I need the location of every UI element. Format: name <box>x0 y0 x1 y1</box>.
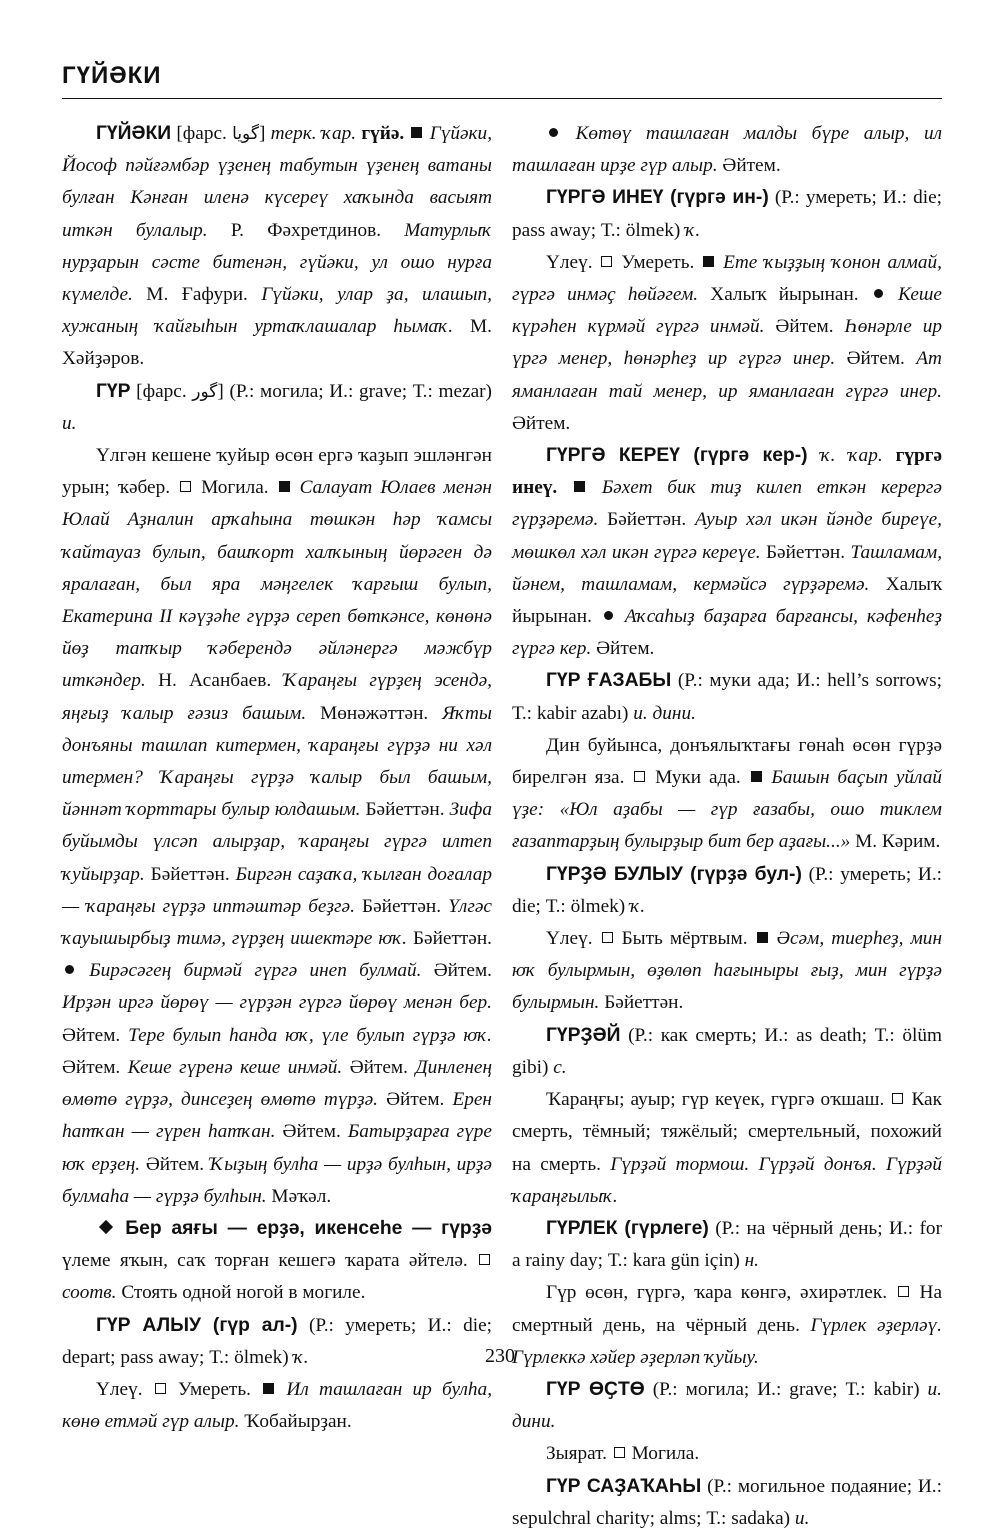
open-square-icon <box>601 256 612 267</box>
entry-gur-gazaby: ГҮР ҒАЗАБЫ (Р.: муки ада; И.: hell’s sorrows; Т.: kabir azabı) и. дини. <box>512 670 942 724</box>
filled-square-icon <box>703 256 714 267</box>
headword: ГҮР ҒАЗАБЫ <box>546 670 672 692</box>
entry-gurlek: ГҮРЛЕК (гүрлеге) (Р.: на чёрный день; И.: for a rainy day; Т.: kara gün için) н. <box>512 1217 942 1272</box>
arabic-etymon: گور <box>192 381 218 402</box>
headword: ГҮЙӘКИ <box>96 123 172 144</box>
definition: Үлеү. Умереть. Ил ташлаған ир булһа, көнө етмәй гүр алыр. Ҡобайырҙан. <box>62 1378 493 1433</box>
filled-square-icon <box>279 481 290 492</box>
arabic-etymon: گويا <box>232 124 259 144</box>
running-header <box>62 62 942 99</box>
filled-square-icon <box>411 127 422 138</box>
headword: ГҮРГӘ ИНЕҮ (гүргә ин-) <box>546 187 769 209</box>
entry-gur-osto: ГҮР ӨҪТӨ (Р.: могила; И.: grave; Т.: kabir) и. дини. <box>512 1378 942 1433</box>
filled-square-icon <box>263 1383 274 1394</box>
headword: ГҮР САҘАҠАҺЫ <box>546 1475 702 1497</box>
bullet-icon <box>874 289 883 298</box>
entry-gur-alyu: ГҮР АЛЫУ (гүр ал-) (Р.: умереть; И.: die; depart; pass away; Т.: ölmek) ҡ. <box>62 1314 492 1368</box>
filled-square-icon <box>751 771 762 782</box>
right-column <box>512 118 942 1535</box>
definition: Зыярат. Могила. <box>546 1443 700 1465</box>
definition: Гүр өсөн, гүргә, ҡара көнгә, әхирәтлек. На смертный день, на чёрный день. Гүрлек әҙерләү. Гүрлеккә хәйер әҙерләп ҡуйыу. <box>512 1282 943 1368</box>
entry-gur-sadakahy: ГҮР САҘАҠАҺЫ (Р.: могильное подаяние; И.: sepulchral charity; alms; Т.: sadaka) и. <box>512 1475 942 1529</box>
entry-guyaki: ГҮЙӘКИ [фарс. گويا] терк. ҡар. гүйә. Гүйәки, Йософ пәйғәмбәр үҙенең табутын үҙенең ватаны булған Кәнған иленә күсереү хаҡында васыят иткән булалыр. Р. Фәхретдинов. Матурлыҡ нурҙарын сәсте битенән, гүйәки, ул ошо нурға күмелде. М. Ғафури. Гүйәки, улар ҙа, илашып, хужаның ҡайғыһын уртаҡлашалар һымаҡ. М. Хәйҙәров. <box>62 123 493 370</box>
headword: ГҮР ӨҪТӨ <box>546 1378 645 1400</box>
bullet-icon <box>549 128 558 137</box>
phraseology: Бер аяғы — ерҙә, икенсеһе — гүрҙә үлеме яҡын, саҡ торған кешегә ҡарата әйтелә. соотв. Стоять одной ногой в могиле. <box>62 1217 493 1304</box>
open-square-icon <box>479 1254 490 1265</box>
headword: ГҮР АЛЫУ (гүр ал-) <box>96 1314 298 1336</box>
entry-gurdai: ГҮРҘӘЙ (Р.: как смерть; И.: as death; Т.: ölüm gibi) с. <box>512 1024 942 1078</box>
entry-gur: ГҮР [фарс. گور] (Р.: могила; И.: grave; Т.: mezar) и. <box>62 380 492 434</box>
running-head-title: ГҮЙӘКИ <box>62 62 162 89</box>
diamond-icon <box>99 1220 113 1234</box>
open-square-icon <box>180 481 191 492</box>
entry-gurga-kereu: ГҮРГӘ КЕРЕҮ (гүргә кер-) ҡ. ҡар. гүргә инеү. Бәхет бик тиҙ килеп еткән керергә гүрҙәремә. Бәйеттән. Ауыр хәл икән йәнде биреүе, мөшкөл хәл икән гүргә кереүе. Бәйеттән. Ташламам, йәнем, ташламам, кермәйсә гүрҙәремә. Халыҡ йырынан. Аҡсаһыҙ баҙарға барғансы, кәфенһеҙ гүргә кер. Әйтем. <box>512 445 943 660</box>
left-column <box>62 118 492 1438</box>
page-number: 230 <box>485 1345 515 1367</box>
bullet-icon <box>604 611 613 620</box>
open-square-icon <box>155 1383 166 1394</box>
phrase-headword: Бер аяғы — ерҙә, икенсеһе — гүрҙә <box>125 1217 493 1239</box>
definition: Ҡараңғы; ауыр; гүр кеүек, гүргә оҡшаш. Как смерть, тёмный; тяжёлый; смертельный, похожий на смерть. Гүрҙәй тормош. Гүрҙәй донъя. Гүрҙәй ҡараңғылыҡ. <box>512 1089 942 1207</box>
filled-square-icon <box>574 481 585 492</box>
headword: ГҮРГӘ КЕРЕҮ (гүргә кер-) <box>546 445 808 467</box>
example-continuation: Көтөү ташлаған малды бүре алыр, ил ташлаған ирҙе гүр алыр. Әйтем. <box>512 123 942 177</box>
header-rule <box>62 98 942 99</box>
headword: ГҮР <box>96 380 131 402</box>
filled-square-icon <box>757 932 768 943</box>
definition: Үлгән кешене ҡуйыр өсөн ергә ҡаҙып эшләнгән урын; ҡәбер. Могила. Салауат Юлаев менән Юлай Аҙналин арҡаһына төшкән һәр ҡамсы ҡайтауаз булып, башҡорт халҡының йөрәген дә яралаған, был яра мәңгелек ҡарғыш булып, Екатерина II кәүҙәһе гүрҙә сереп бөткәнсе, көнөнә йөҙ тапҡыр ҡәберендә әйләнергә мәжбүр иткәндер. Н. Асанбаев. Ҡараңғы гүрҙең эсендә, яңғыҙ ҡалыр ғәзиз башым. Мөнәжәттән. Яҡты донъяны ташлап китермен, ҡараңғы гүрҙә ни хәл итермен? Ҡараңғы гүрҙә ҡалыр был башым, йәннәт ҡорттары булыр юлдашым. Бәйеттән. Зифа буйымды үлсәп алырҙар, ҡараңғы гүргә илтеп ҡуйырҙар. Бәйеттән. Биргән саҙаҡа, ҡылған доғалар — ҡараңғы гүрҙә иптәштәр беҙгә. Бәйеттән. Үлгәс ҡауышырбыҙ тимә, гүрҙең ишектәре юҡ. Бәйеттән. Бирәсәгең бирмәй гүргә инеп булмай. Әйтем. Ирҙән иргә йөрөү — гүрҙән гүргә йөрөү менән бер. Әйтем. Тере булып һанда юҡ, үле булып гүрҙә юҡ. Әйтем. Кеше гүренә кеше инмәй. Әйтем. Динленең өмөтө гүрҙә, динсеҙең өмөтө түрҙә. Әйтем. Ерен һатҡан — гүрен һатҡан. Әйтем. Батырҙарға гүре юҡ ерҙең. Әйтем. Ҡыҙың булһа — ирҙә булһын, ирҙә булмаһа — гүрҙә булһын. Мәҡәл. <box>62 445 493 1207</box>
headword: ГҮРҘӘЙ <box>546 1024 621 1046</box>
entry-gurga-ineu: ГҮРГӘ ИНЕҮ (гүргә ин-) (Р.: умереть; И.: die; pass away; Т.: ölmek) ҡ. <box>512 187 943 241</box>
open-square-icon <box>602 932 613 943</box>
definition: Үлеү. Умереть. Ете ҡыҙҙың ҡонон алмай, гүргә инмәҫ һөйәгем. Халыҡ йырынан. Кеше күрәһен күрмәй гүргә инмәй. Әйтем. Һөнәрле ир үргә менер, һөнәрһеҙ ир гүргә инер. Әйтем. Ат яманлаған тай менер, ир яманлаған гүргә инер. Әйтем. <box>512 251 942 434</box>
definition: Үлеү. Быть мёртвым. Әсәм, тиерһеҙ, мин юҡ булырмын, өҙөлөп һағыныры ғыҙ, мин гүрҙә булырмын. Бәйеттән. <box>512 928 943 1014</box>
entry-gurda-buluu: ГҮРҘӘ БУЛЫУ (гүрҙә бул-) (Р.: умереть; И.: die; Т.: ölmek) ҡ. <box>512 863 943 917</box>
open-square-icon <box>614 1447 625 1458</box>
open-square-icon <box>898 1286 909 1297</box>
headword: ГҮРҘӘ БУЛЫУ (гүрҙә бул-) <box>546 863 802 885</box>
open-square-icon <box>892 1093 903 1104</box>
bullet-icon <box>65 965 74 974</box>
open-square-icon <box>634 771 645 782</box>
definition: Дин буйынса, донъялыҡтағы гөнаһ өсөн гүрҙә бирелгән яза. Муки ада. Башын баҫып уйлай үҙе: «Юл аҙабы — гүр ғазабы, ошо тиклем ғазаптарҙың булырҙыр бит бер аҙағы...» М. Кәрим. <box>512 734 942 853</box>
headword: ГҮРЛЕК (гүрлеге) <box>546 1217 709 1239</box>
